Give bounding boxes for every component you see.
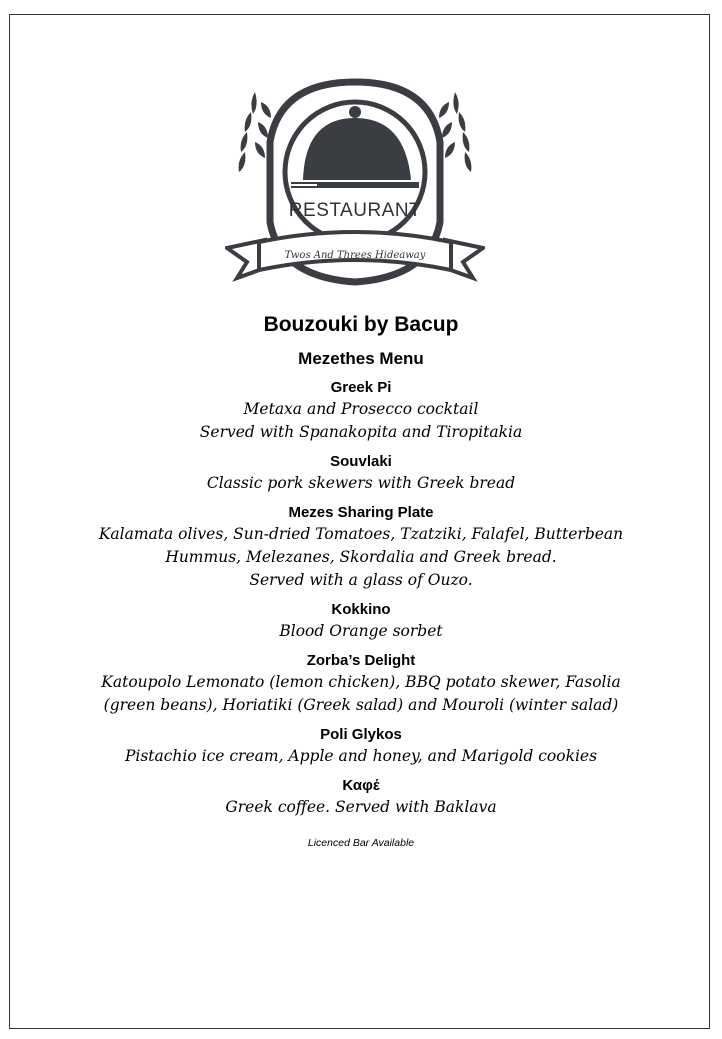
course-description: [16, 398, 706, 444]
course-line: Hummus, Melezanes, Skordalia and Greek bread.: [165, 548, 557, 566]
course-description: [16, 472, 706, 495]
page-title: Bouzouki by Bacup: [263, 313, 459, 336]
course-line: Served with Spanakopita and Tiropitakia: [199, 423, 523, 441]
course-name: Greek Pi: [330, 379, 392, 396]
course-name: Zorba’s Delight: [306, 652, 416, 669]
restaurant-logo: [225, 72, 485, 307]
course-description: [16, 796, 706, 819]
course-name: Kokkino: [331, 601, 391, 618]
course-description: [16, 671, 706, 717]
course-description: [16, 523, 706, 592]
course-line: Classic pork skewers with Greek bread: [206, 474, 516, 492]
course-line: Katoupolo Lemonato (lemon chicken), BBQ potato skewer, Fasolia: [101, 673, 621, 691]
course-name: Poli Glykos: [320, 726, 402, 743]
course-name: Souvlaki: [330, 453, 392, 470]
course-line: Blood Orange sorbet: [279, 622, 443, 640]
footer-note: Licenced Bar Available: [307, 837, 415, 849]
course-line: Kalamata olives, Sun-dried Tomatoes, Tzatziki, Falafel, Butterbean: [98, 525, 624, 543]
course-description: [16, 620, 706, 643]
logo-emblem-icon: [225, 72, 485, 307]
course-item: [0, 776, 722, 819]
course-item: [0, 503, 722, 592]
course-line: Metaxa and Prosecco cocktail: [243, 400, 479, 418]
course-item: [0, 651, 722, 717]
course-line: Pistachio ice cream, Apple and honey, and Marigold cookies: [124, 747, 598, 765]
course-name: Mezes Sharing Plate: [288, 504, 434, 521]
course-line: Greek coffee. Served with Baklava: [225, 798, 497, 816]
menu-subtitle: Mezethes Menu: [298, 349, 424, 368]
course-name: Καφέ: [342, 777, 380, 794]
course-line: Served with a glass of Ouzo.: [249, 571, 473, 589]
course-item: [0, 725, 722, 768]
course-item: [0, 600, 722, 643]
logo-ribbon-text: Twos And Threes Hideaway: [284, 250, 426, 261]
logo-restaurant-text: RESTAURANT: [288, 200, 422, 221]
menu-content: [0, 312, 722, 849]
course-description: [16, 745, 706, 768]
course-item: [0, 378, 722, 444]
course-line: (green beans), Horiatiki (Greek salad) and Mouroli (winter salad): [103, 696, 619, 714]
course-item: [0, 452, 722, 495]
